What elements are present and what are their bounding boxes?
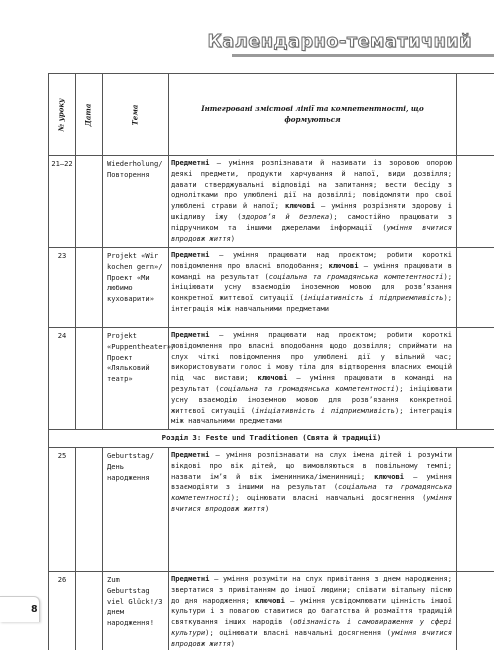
plan-table: [48, 73, 494, 650]
page-title: Календарно-тематичний: [207, 32, 472, 52]
header-date: Дата: [76, 74, 103, 156]
lesson-number: 23: [49, 248, 76, 328]
header-extra-column: [457, 74, 494, 156]
lesson-date: [76, 156, 103, 248]
lesson-number: 24: [49, 328, 76, 430]
lesson-topic: Geburtstag/ День народження: [103, 447, 169, 571]
lesson-extra: [457, 248, 494, 328]
lesson-date: [76, 328, 103, 430]
table-row: [49, 156, 494, 248]
lesson-topic: Projekt «Puppentheater»/ Проект «Ляльковий театр»: [103, 328, 169, 430]
table-header-row: [49, 74, 494, 156]
lesson-content: Предметні — уміння працювати над проєктом; робити короткі повідомлення про власні вподобання; ключові — уміння працювати в команді на результат (соціальна та громадянська компетентності); ініціювати усну взаємодію іноземною мовою для розв’язання конкретної життєвої ситуації (ініціативність і підприємливість); інтеграція між навчальними предметами: [169, 248, 457, 328]
lesson-content: Предметні — уміння розпізнавати й називати із зоровою опорою деякі предмети, продукти харчування й напої, види дозвілля; давати стверджувальні відповіді на запитання; вести бесіду з однолітками про улюблені дії на дозвіллі; повідомляти про свої улюблені страви й напої; ключові — уміння розрізняти здорову і шкідливу їжу (здоров’я й безпека); самостійно працювати з підручником та іншими джерелами інформації (уміння вчитися впродовж життя): [169, 156, 457, 248]
lesson-topic: Zum Geburtstag viel Glück!/З днем народження!: [103, 571, 169, 650]
lesson-extra: [457, 156, 494, 248]
header-content-lines: Інтегровані змістові лінії та компетентності, що формуються: [169, 74, 457, 156]
section-row: [49, 430, 494, 448]
lesson-date: [76, 248, 103, 328]
lesson-date: [76, 447, 103, 571]
lesson-date: [76, 571, 103, 650]
table-row: [49, 571, 494, 650]
table-row: [49, 328, 494, 430]
table-row: [49, 447, 494, 571]
lesson-content: Предметні — уміння розпізнавати на слух імена дітей і розуміти вiкдові про вік дітей, що вимовляються в повільному темпі; назвати ім’я й вік іменинника/іменинниці; ключові — уміння взаємодіяти з іншими на результат (соціальна та громадянська компетентності); оцінювати власні навчальні досягнення (уміння вчитися впродовж життя): [169, 447, 457, 571]
lesson-topic: Projekt «Wir kochen gern»/ Проект «Ми любимо куховарити»: [103, 248, 169, 328]
header-topic: Тема: [103, 74, 169, 156]
table-row: [49, 248, 494, 328]
lesson-topic: Wiederholung/ Повторення: [103, 156, 169, 248]
lesson-extra: [457, 328, 494, 430]
lesson-content: Предметні — уміння працювати над проєктом; робити короткі повідомлення про власні вподобання щодо дозвілля; сприймати на слух чіткі повідомлення про улюблені дії у вільний час; використовувати голос і мову тіла для відтворення власних емоцій під час вистави; ключові — уміння працювати в команді на результат (соціальна та громадянська компетентності); ініціювати усну взаємодію іноземною мовою для розв’язання конкретної життєвої ситуації (ініціативність і підприємливість); інтеграція між навчальними предметами: [169, 328, 457, 430]
lesson-number: 26: [49, 571, 76, 650]
page-number: 8: [31, 604, 38, 615]
lesson-extra: [457, 447, 494, 571]
section-title: Розділ 3: Feste und Traditionen (Свята й традиції): [49, 430, 494, 448]
lesson-extra: [457, 571, 494, 650]
header-lesson-number: № уроку: [49, 74, 76, 156]
header-rule: [232, 54, 494, 57]
lesson-content: Предметні — уміння розуміти на слух привітання з днем народження; звертатися з привітанням до іншої людини; співати вітальну пісню до дня народження; ключові — уміння усвідомлювати цінність іншої культури і з повагою ставитися до багатства й розмаїття традицій святкування інших народів (обізнаність і самовираження у сфері культури); оцінювати власні навчальні досягнення (уміння вчитися впродовж життя): [169, 571, 457, 650]
lesson-number: 21—22: [49, 156, 76, 248]
lesson-number: 25: [49, 447, 76, 571]
